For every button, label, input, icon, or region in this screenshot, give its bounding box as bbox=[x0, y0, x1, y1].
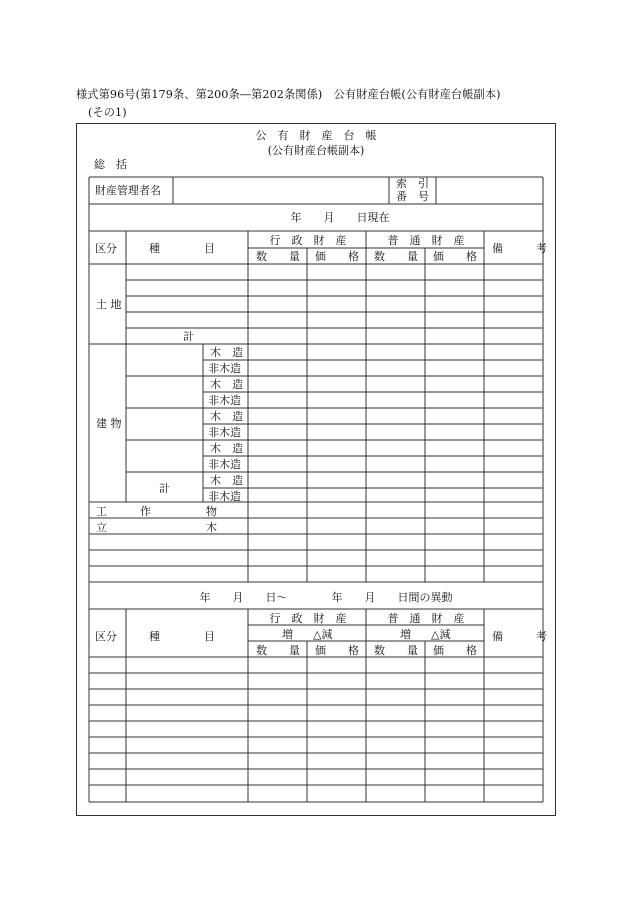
building-wood-total: 木 造 bbox=[210, 474, 243, 487]
category-standing-trees: 立 木 bbox=[96, 521, 217, 534]
col-gyosei: 行 政 財 産 bbox=[269, 234, 347, 247]
manager-label: 財産管理者名 bbox=[95, 184, 161, 197]
col-futsu-kakaku-2: 価 格 bbox=[433, 644, 477, 657]
ledger-title: 公 有 財 産 台 帳 bbox=[255, 129, 377, 142]
index-label-bottom: 番 号 bbox=[396, 190, 429, 203]
col-futsu: 普 通 財 産 bbox=[387, 234, 465, 247]
col-gyosei-suryo-2: 数 量 bbox=[256, 644, 300, 657]
col-biko: 備 考 bbox=[492, 242, 547, 255]
building-nonwood-3: 非木造 bbox=[208, 426, 241, 439]
col-gyosei-kakaku: 価 格 bbox=[315, 250, 359, 263]
col-futsu-suryo: 数 量 bbox=[374, 250, 418, 263]
form-part-label: (その1) bbox=[88, 106, 127, 119]
col-kubun: 区分 bbox=[95, 242, 117, 255]
col-gyosei-2: 行 政 財 産 bbox=[269, 612, 347, 625]
col-futsu-2: 普 通 財 産 bbox=[387, 612, 465, 625]
col-shurui-2: 種 目 bbox=[149, 630, 215, 643]
building-nonwood-1: 非木造 bbox=[208, 362, 241, 375]
col-biko-2: 備 考 bbox=[492, 630, 547, 643]
building-wood-3: 木 造 bbox=[210, 410, 243, 423]
col-kubun-2: 区分 bbox=[95, 630, 117, 643]
col-futsu-suryo-2: 数 量 bbox=[374, 644, 418, 657]
col-gyosei-suryo: 数 量 bbox=[256, 250, 300, 263]
land-total-label: 計 bbox=[183, 330, 194, 343]
date-as-of: 年 月 日現在 bbox=[290, 211, 390, 224]
col-futsu-gen: △減 bbox=[431, 628, 451, 641]
building-wood-4: 木 造 bbox=[210, 442, 243, 455]
manager-field[interactable] bbox=[174, 178, 388, 202]
building-nonwood-2: 非木造 bbox=[208, 394, 241, 407]
section-label: 総 括 bbox=[94, 158, 127, 171]
col-futsu-zou: 増 bbox=[400, 628, 411, 641]
building-total-label: 計 bbox=[159, 482, 170, 495]
index-label-top: 索 引 bbox=[396, 177, 429, 190]
col-gyosei-zou: 増 bbox=[282, 628, 293, 641]
change-period: 年 月 日～ 年 月 日間の異動 bbox=[199, 591, 453, 604]
form-number-line: 様式第96号(第179条、第200条―第202条関係) 公有財産台帳(公有財産台帳副本) bbox=[76, 88, 501, 101]
index-number-field[interactable] bbox=[437, 178, 543, 202]
category-land: 土 地 bbox=[96, 298, 122, 311]
ledger-subtitle: (公有財産台帳副本) bbox=[267, 144, 365, 157]
building-wood-2: 木 造 bbox=[210, 378, 243, 391]
building-wood-1: 木 造 bbox=[210, 346, 243, 359]
category-structures: 工 作 物 bbox=[96, 505, 217, 518]
col-shurui: 種 目 bbox=[149, 242, 215, 255]
col-gyosei-gen: △減 bbox=[313, 628, 333, 641]
building-nonwood-total: 非木造 bbox=[208, 490, 241, 503]
category-building: 建 物 bbox=[96, 417, 122, 430]
col-gyosei-kakaku-2: 価 格 bbox=[315, 644, 359, 657]
col-futsu-kakaku: 価 格 bbox=[433, 250, 477, 263]
building-nonwood-4: 非木造 bbox=[208, 458, 241, 471]
